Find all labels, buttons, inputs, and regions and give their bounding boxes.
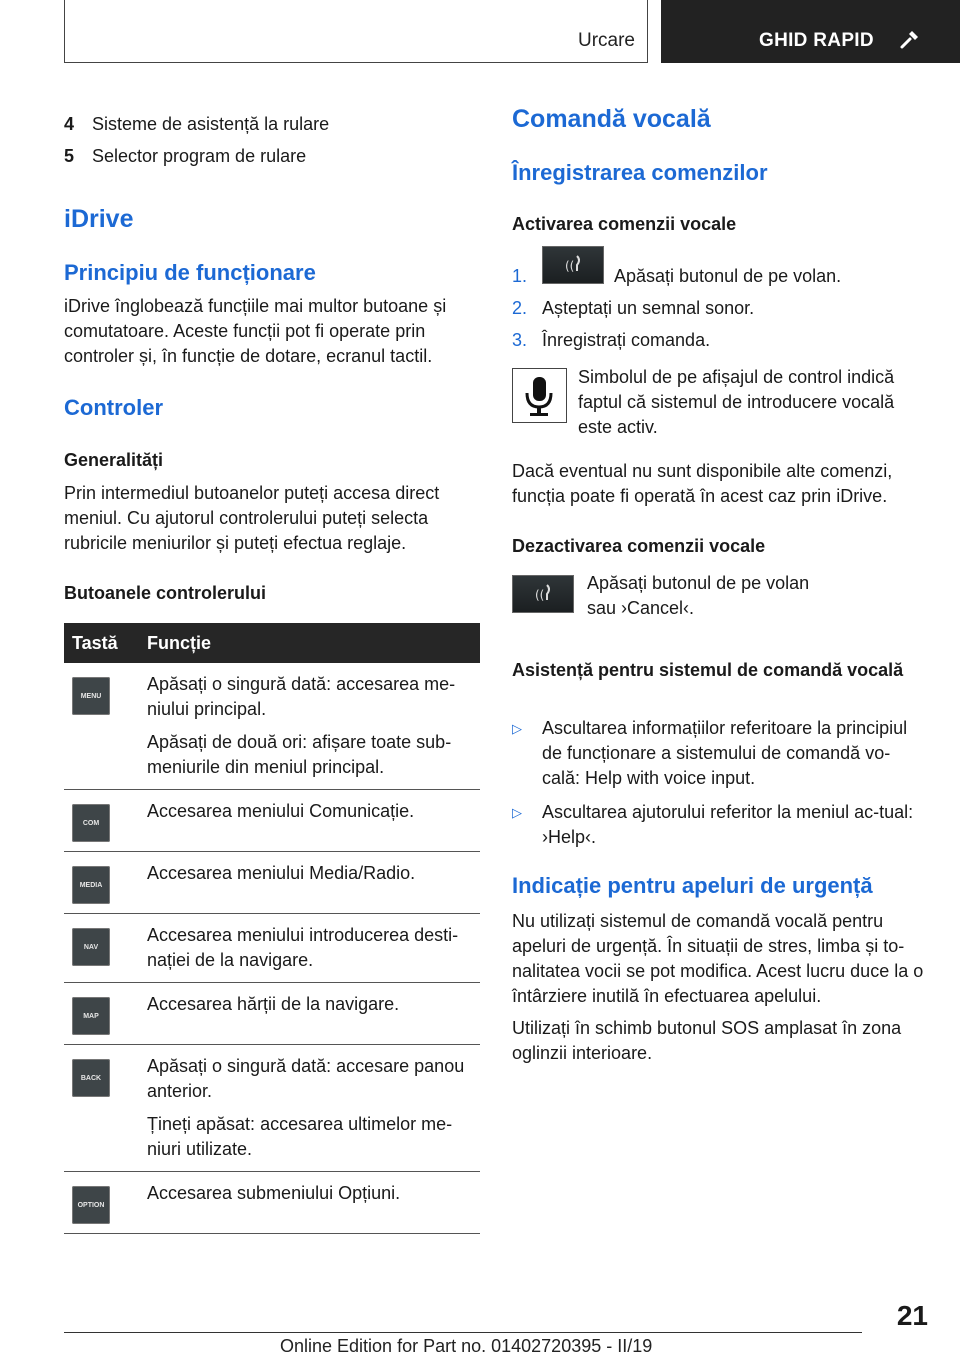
list-item-text: Selector program de rulare — [92, 146, 307, 166]
symbol-text: Simbolul de pe afișajul de control indică faptul că sistemul de introducere vocală este activ. — [578, 367, 895, 437]
record-commands-heading: Înregistrarea comenzilor — [512, 160, 768, 185]
step-number: 3. — [512, 330, 528, 350]
step-number: 1. — [512, 266, 528, 286]
step-text: Apăsați butonul de pe volan. — [614, 266, 842, 286]
controller-heading: Controler — [64, 395, 163, 420]
deactivate-text: sau ›Cancel‹. — [587, 598, 695, 618]
col-function-header: Funcție — [147, 623, 480, 663]
table-header-row — [64, 623, 480, 663]
step-number: 2. — [512, 298, 528, 318]
table-cell-text: Accesarea hărții de la navigare. — [147, 994, 400, 1014]
list-item-text: Sisteme de asistență la rulare — [92, 114, 330, 134]
step-item — [512, 266, 542, 287]
general-text: Prin intermediul butoanelor puteți accesa direct meniul. Cu ajutorul controlerului puteți selecta rubricile meniurilor și puteți efectua reglaje. — [64, 483, 440, 553]
list-item-number: 5 — [64, 146, 75, 166]
step-text: Așteptați un semnal sonor. — [542, 298, 755, 318]
list-item — [64, 114, 329, 135]
principle-heading: Principiu de funcționare — [64, 260, 316, 285]
table-row — [64, 1045, 480, 1172]
steering-voice-button-icon — [512, 575, 574, 613]
controller-buttons-table — [64, 623, 480, 1234]
list-item — [64, 146, 306, 167]
deactivate-text: Apăsați butonul de pe volan — [587, 573, 810, 593]
header-section-box — [64, 0, 648, 63]
steering-voice-button-icon — [542, 246, 604, 284]
table-row — [64, 983, 480, 1045]
page-number: 21 — [896, 1300, 928, 1331]
table-row — [64, 790, 480, 852]
table-cell-text: Accesarea meniului introducerea desti-nației de la navigare. — [147, 925, 459, 970]
microphone-icon — [512, 368, 567, 423]
media-button-icon: MEDIA — [72, 866, 110, 904]
triangle-bullet-icon: ▷ — [512, 721, 522, 736]
table-row — [64, 1172, 480, 1234]
deactivate-heading: Dezactivarea comenzii vocale — [512, 536, 766, 556]
activate-heading: Activarea comenzii vocale — [512, 214, 737, 234]
buttons-heading: Butoanele controlerului — [64, 583, 267, 603]
svg-text:((: (( — [565, 259, 575, 273]
sos-text: Utilizați în schimb butonul SOS amplasat în zona oglinzii interioare. — [512, 1018, 902, 1063]
emergency-heading: Indicație pentru apeluri de urgență — [512, 873, 873, 898]
footer-divider — [64, 1332, 862, 1333]
wrench-icon — [899, 28, 921, 50]
footer-edition: Online Edition for Part no. 01402720395 - II/19 — [280, 1336, 653, 1356]
voice-command-heading: Comandă vocală — [512, 105, 711, 133]
general-heading: Generalități — [64, 450, 164, 470]
table-cell-text: Țineți apăsat: accesarea ultimelor me-niuri utilizate. — [147, 1114, 453, 1159]
map-button-icon: MAP — [72, 997, 110, 1035]
bullet-text: Ascultarea informațiilor referitoare la principiul de funcționare a sistemului de comandă vo-cală: Help with voice input. — [542, 718, 908, 788]
step-item — [512, 330, 710, 351]
assist-heading: Asistență pentru sistemul de comandă vocală — [512, 660, 904, 680]
bullet-text: Ascultarea ajutorului referitor la meniul ac-tual: ›Help‹. — [542, 802, 914, 847]
step-text: Înregistrați comanda. — [542, 330, 711, 350]
com-button-icon: COM — [72, 804, 110, 842]
header-section-title: Urcare — [577, 30, 635, 51]
principle-text: iDrive înglobează funcțiile mai multor butoane și comutatoare. Aceste funcții pot fi operate prin controler și, în funcție de dotare, ecranul tactil. — [64, 296, 447, 366]
table-cell-text: Accesarea meniului Media/Radio. — [147, 863, 416, 883]
quick-guide-label: GHID RAPID — [759, 30, 874, 51]
table-cell-text: Accesarea submeniului Opțiuni. — [147, 1183, 401, 1203]
svg-text:((: (( — [535, 588, 545, 602]
table-row — [64, 852, 480, 914]
table-cell-text: Apăsați o singură dată: accesare panou anterior. — [147, 1056, 465, 1101]
triangle-bullet-icon: ▷ — [512, 805, 522, 820]
list-item-number: 4 — [64, 114, 75, 134]
emergency-text: Nu utilizați sistemul de comandă vocală pentru apeluri de urgență. În situații de stres, limba și to-nalitatea vocii se pot modifica. Acest lucru duce la o întârziere inutilă în efectuarea apelului. — [512, 911, 924, 1006]
quick-guide-tab — [661, 0, 960, 63]
table-row — [64, 663, 480, 790]
option-button-icon: OPTION — [72, 1186, 110, 1224]
step-item — [512, 298, 754, 319]
nav-button-icon: NAV — [72, 928, 110, 966]
col-key-header: Tastă — [64, 623, 147, 663]
menu-button-icon: MENU — [72, 677, 110, 715]
table-row — [64, 914, 480, 983]
table-cell-text: Apăsați o singură dată: accesarea me-niului principal. — [147, 674, 456, 719]
alternative-text: Dacă eventual nu sunt disponibile alte comenzi, funcția poate fi operată în acest caz prin iDrive. — [512, 461, 893, 506]
table-cell-text: Apăsați de două ori: afișare toate sub-meniurile din meniul principal. — [147, 732, 452, 777]
table-cell-text: Accesarea meniului Comunicație. — [147, 801, 415, 821]
idrive-heading: iDrive — [64, 205, 134, 233]
back-button-icon: BACK — [72, 1059, 110, 1097]
